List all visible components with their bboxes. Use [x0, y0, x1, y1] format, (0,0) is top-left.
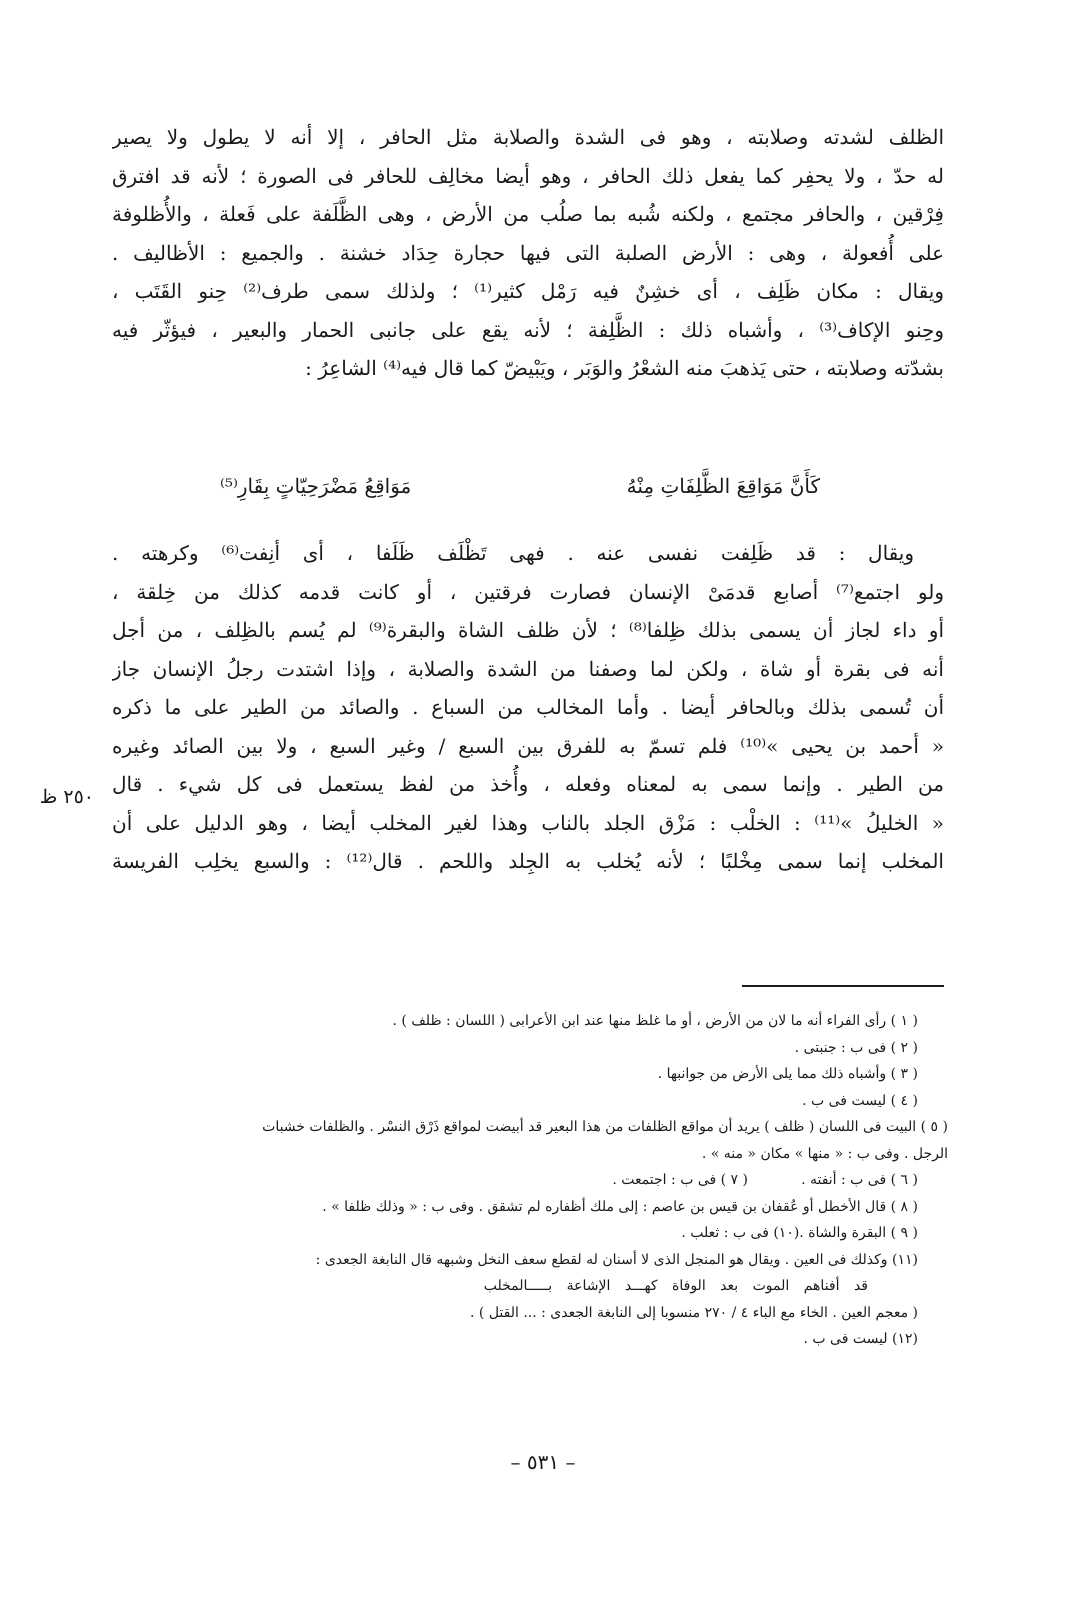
- text-line: ويقال : مكان ظَلِف ، أى خشِنٌ فيه رَمْل كثير⁽¹⁾ ؛ ولذلك سمى طرف⁽²⁾ حِنو القَتَب ،: [112, 279, 944, 303]
- text-line: أنه فى بقرة أو شاة ، ولكن لما وصفنا من الشدة والصلابة ، وإذا اشتدت رجلُ الإنسان جاز: [112, 656, 944, 681]
- text-line: « الخليلُ »⁽¹¹⁾ : الخلْب : مَزْق الجلد بالناب وهذا لغير المخلب أيضا ، وهو الدليل على أن: [112, 810, 944, 835]
- main-text-block: [112, 118, 944, 388]
- text-line: أو داء لجاز أن يسمى بذلك ظِلفا⁽⁸⁾ ؛ لأن ظلف الشاة والبقرة⁽⁹⁾ لم يُسم بالظِلف ، من أجل: [112, 618, 944, 642]
- footnote-continuation: الرجل . وفى ب : « منها » مكان « منه » .: [701, 1145, 948, 1162]
- footnote: ( ٤ ) ليست فى ب .: [802, 1092, 918, 1109]
- verse-hemistich-second: مَوَاقِعُ مَضْرَحِيّاتٍ بِقَارِ⁽⁵⁾: [220, 474, 412, 498]
- page-number: – ٥٣١ –: [510, 1450, 576, 1474]
- footnote: ( ٨ ) قال الأخطل أو عُقفان بن قيس بن عاصم : إلى ملك أظفاره لم تشقق . وفى ب : « وذلك ظلفا » .: [322, 1198, 918, 1215]
- footnote: ( ٧ ) فى ب : اجتمعت .: [612, 1172, 748, 1188]
- text-line: وحِنو الإكاف⁽³⁾ ، وأشباه ذلك : الظَّلِفة ؛ لأنه يقع على جانبى الحمار والبعير ، فيؤثّر فيه: [112, 317, 944, 342]
- main-text-block-continued: [112, 534, 944, 881]
- text-line: « أحمد بن يحيى »⁽¹⁰⁾ فلم تسمّ به للفرق بين السبع / وغير السبع ، ولا بين الصائد وغيره: [112, 733, 944, 758]
- verse-hemistich-first: كَأَنَّ مَوَاقِعَ الظَّلِفَاتِ مِنْهُ: [626, 474, 820, 498]
- footnote: ( ١ ) رأى الفراء أنه ما لان من الأرض ، أو ما غلظ منها عند ابن الأعرابى ( اللسان : ظلف ) .: [392, 1013, 918, 1029]
- footnote-verse: قد أفناهم الموت بعد الوفاة كهـــد الإشاعة بـــــالمخلب: [483, 1278, 868, 1294]
- footnote: ( ٩ ) البقرة والشاة .(١٠) فى ب : ثعلب .: [681, 1225, 918, 1241]
- footnote: ( ٦ ) فى ب : أنفته .: [801, 1172, 918, 1188]
- text-line: المخلب إنما سمى مِخْلبًا ؛ لأنه يُخلب به الجِلد واللحم . قال⁽¹²⁾ : والسبع يخلِب الفريسة: [112, 849, 944, 873]
- poetry-verse: [220, 466, 820, 506]
- manuscript-folio-marker: ٢٥٠ ظ: [39, 786, 94, 808]
- text-line: ويقال : قد ظَلِفت نفسى عنه . فهى تَظْلَف ظَلَفا ، أى أنِفت⁽⁶⁾ وكرهته .: [112, 541, 915, 565]
- text-line: على أُفعولة ، وهى : الأرض الصلبة التى فيها حجارة حِدَاد خشنة . والجميع : الأظاليف .: [112, 240, 944, 265]
- text-line: فِرْقين ، والحافر مجتمع ، ولكنه شُبه بما صلُب من الأرض ، وهى الظَّلَفة على فَعلة ، والأُظلوفة: [112, 202, 944, 226]
- footnote-pair: [112, 1167, 918, 1194]
- footnote: ( ٥ ) البيت فى اللسان ( ظلف ) يريد أن مواقع الظلفات من هذا البعير قد أبيضت لمواقع ذَرْق النسْر . والظلفات خشبات: [262, 1119, 948, 1135]
- footnote-continuation: ( معجم العين . الخاء مع الباء ٤ / ٢٧٠ منسوبا إلى النابغة الجعدى : ... القتل ) .: [470, 1304, 918, 1321]
- text-line: أن تُسمى بذلك وبالحافر أيضا . وأما المخالب من السباع . والصائد من الطير على ما ذكره: [112, 695, 944, 719]
- footnote-separator: [742, 985, 944, 987]
- footnote: ( ٣ ) وأشباه ذلك مما يلى الأرض من جوانبها .: [657, 1066, 918, 1082]
- footnote: (١١) وكذلك فى العين . ويقال هو المنجل الذى لا أسنان له لقطع سعف النخل وشبهه قال النابغة الجعدى :: [315, 1251, 918, 1268]
- footnote: ( ٢ ) فى ب : جنبتى .: [794, 1039, 918, 1056]
- text-line: الظلف لشدته وصلابته ، وهو فى الشدة والصلابة مثل الحافر ، إلا أنه لا يطول ولا يصير: [112, 125, 944, 149]
- text-line: بشدّته وصلابته ، حتى يَذهبَ منه الشعْرُ والوَبَر ، ويَبْيضّ كما قال فيه⁽⁴⁾ الشاعِرُ :: [305, 356, 944, 380]
- text-line: من الطير . وإنما سمى به لمعناه وفعله ، وأُخذ من لفظ يستعمل فى كل شيء . قال: [112, 772, 944, 796]
- text-line: ولو اجتمع⁽⁷⁾ أصابع قدمَىْ الإنسان فصارت فرقتين ، أو كانت قدمه كذلك من خِلقة ،: [112, 579, 944, 604]
- footnote: (١٢) ليست فى ب .: [803, 1331, 918, 1347]
- text-line: له حدّ ، ولا يحفِر كما يفعل ذلك الحافر ، وهو أيضا مخالِف للحافر فى الصورة ؛ لأنه قد افترق: [112, 163, 944, 188]
- footnotes-block: [112, 1008, 948, 1353]
